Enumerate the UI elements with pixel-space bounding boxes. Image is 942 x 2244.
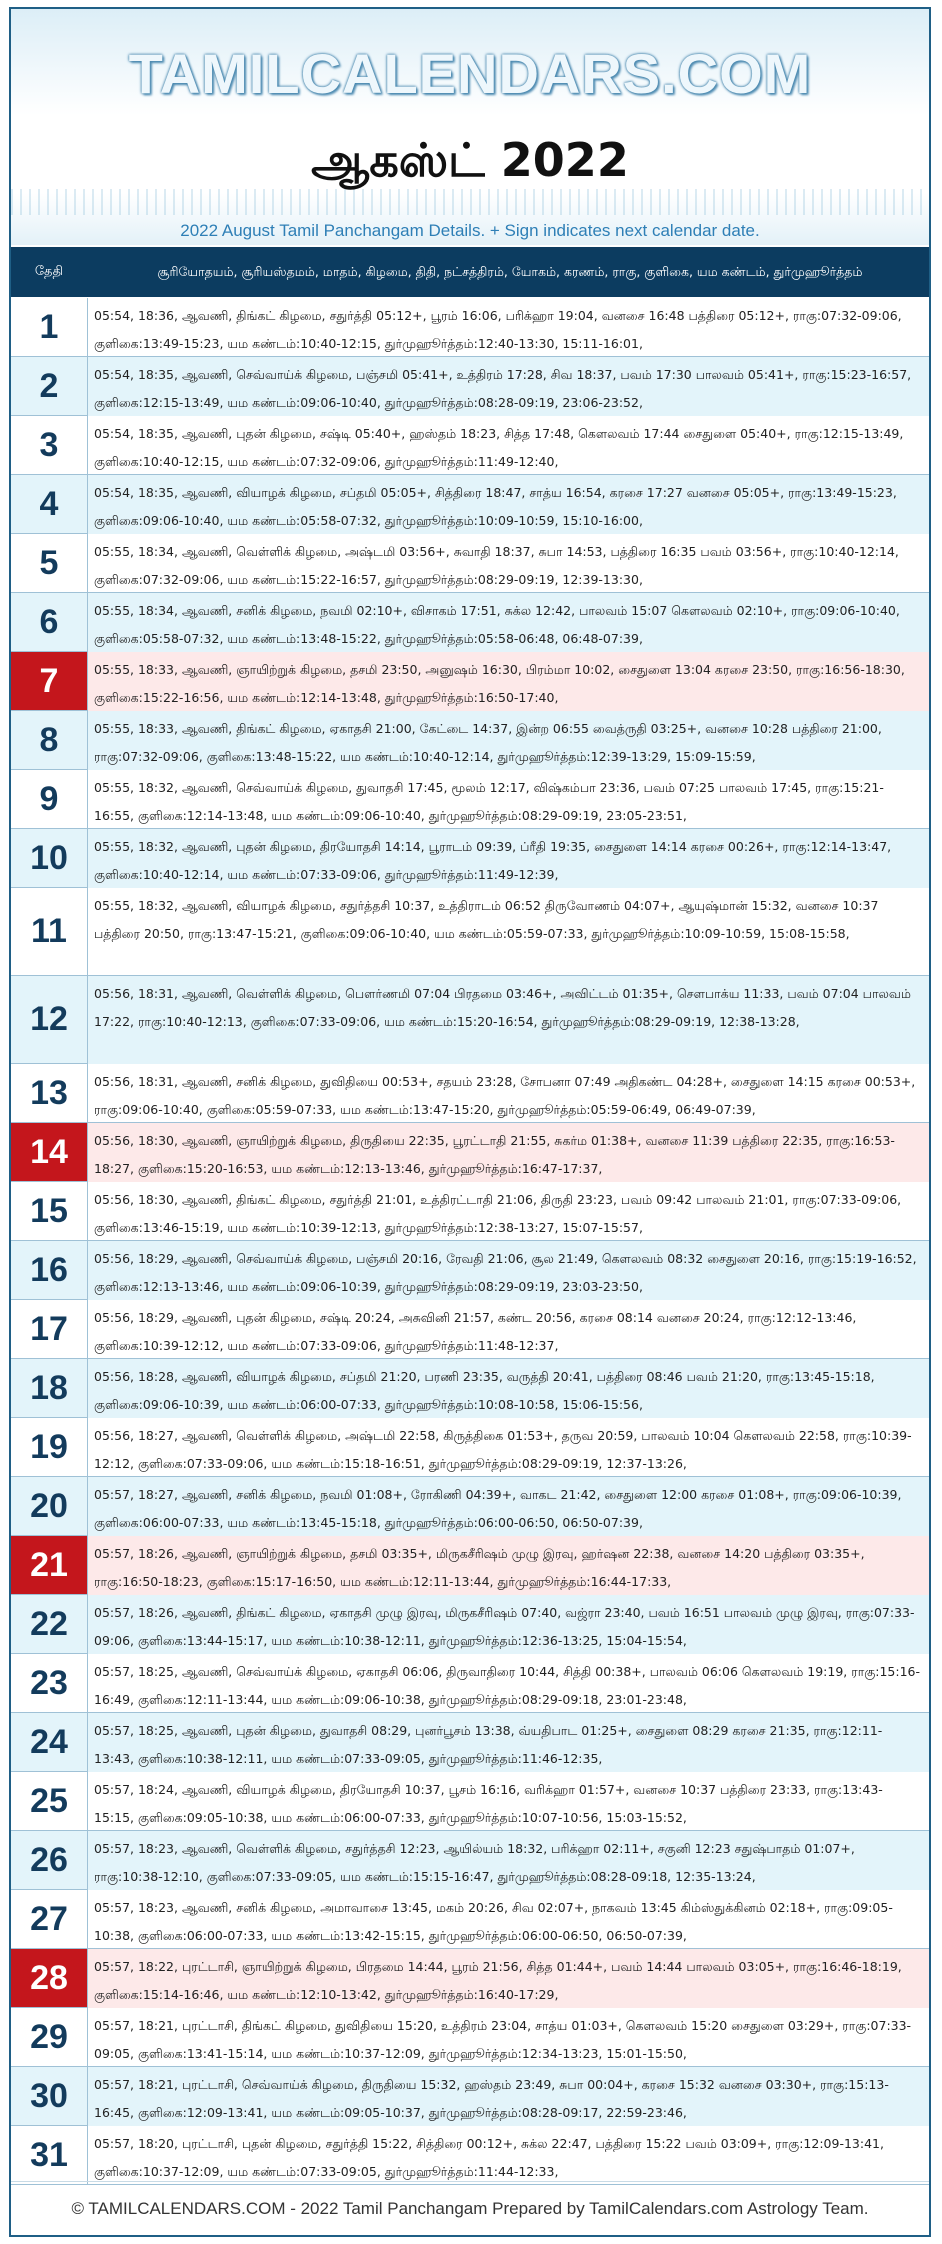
table-row <box>11 534 929 593</box>
table-row <box>11 1477 929 1536</box>
panchangam-details-cell: 05:56, 18:31, ஆவணி, சனிக் கிழமை, துவிதியை 00:53+, சதயம் 23:28, சோபனா 07:49 அதிகண்ட 04:28+, சைதுளை 14:15 கரசை 00:53+, ராகு:09:06-10:40, குளிகை:05:59-07:33, யம கண்டம்:13:47-15:20, துர்முஹூர்த்தம்:05:59-06:49, 06:49-07:39, <box>94 1074 916 1117</box>
table-row <box>11 1536 929 1595</box>
date-cell: 24 <box>11 1713 88 1771</box>
panchangam-details-cell: 05:55, 18:32, ஆவணி, வியாழக் கிழமை, சதுர்த்தசி 10:37, உத்திராடம் 06:52 திருவோணம் 04:07+, ஆயுஷ்மான் 15:32, வனசை 10:37 பத்திரை 20:50, ராகு:13:47-15:21, குளிகை:09:06-10:40, யம கண்டம்:05:59-07:33, துர்முஹூர்த்தம்:10:09-10:59, 15:08-15:58, <box>94 898 879 941</box>
panchangam-details-cell: 05:55, 18:33, ஆவணி, ஞாயிற்றுக் கிழமை, தசமி 23:50, அனுஷம் 16:30, பிரம்மா 10:02, சைதுளை 13:04 கரசை 23:50, ராகு:16:56-18:30, குளிகை:15:22-16:56, யம கண்டம்:12:14-13:48, துர்முஹூர்த்தம்:16:50-17:40, <box>88 652 929 711</box>
date-cell: 13 <box>11 1064 88 1122</box>
table-row <box>11 1595 929 1654</box>
table-row <box>11 298 929 357</box>
month-title: ஆகஸ்ட் 2022 <box>311 133 629 187</box>
date-cell: 18 <box>11 1359 88 1417</box>
panchangam-details-cell: 05:56, 18:28, ஆவணி, வியாழக் கிழமை, சப்தமி 21:20, பரணி 23:35, வருத்தி 20:41, பத்திரை 08:46 பவம் 21:20, ராகு:13:45-15:18, குளிகை:09:06-10:39, யம கண்டம்:06:00-07:33, துர்முஹூர்த்தம்:10:08-10:58, 15:06-15:56, <box>88 1359 929 1418</box>
panchangam-details-cell: 05:57, 18:21, புரட்டாசி, செவ்வாய்க் கிழமை, திருதியை 15:32, ஹஸ்தம் 23:49, சுபா 00:04+, கரசை 15:32 வனசை 03:30+, ராகு:15:13-16:45, குளிகை:12:09-13:41, யம கண்டம்:09:05-10:37, துர்முஹூர்த்தம்:08:28-09:17, 22:59-23:46, <box>88 2067 929 2126</box>
date-cell: 19 <box>11 1418 88 1476</box>
table-row <box>11 357 929 416</box>
table-row <box>11 416 929 475</box>
calendar-frame <box>9 7 931 2237</box>
date-cell: 11 <box>11 888 88 975</box>
table-row <box>11 711 929 770</box>
panchangam-details-cell: 05:57, 18:25, ஆவணி, புதன் கிழமை, துவாதசி 08:29, புனர்பூசம் 13:38, வ்யதிபாட 01:25+, சைதுளை 08:29 கரசை 21:35, ராகு:12:11-13:43, குளிகை:10:38-12:11, யம கண்டம்:07:33-09:05, துர்முஹூர்த்தம்:11:46-12:35, <box>88 1713 929 1772</box>
date-cell: 7 <box>11 652 88 710</box>
date-cell: 4 <box>11 475 88 533</box>
calendar-table-body <box>11 298 929 2185</box>
site-title[interactable]: TAMILCALENDARS.COM <box>128 42 812 105</box>
table-row <box>11 888 929 976</box>
column-header-details: சூரியோதயம், சூரியஸ்தமம், மாதம், கிழமை, திதி, நட்சத்திரம், யோகம், கரணம், ராகு, குளிகை, யம கண்டம், துர்முஹூர்த்தம் <box>157 264 863 279</box>
table-row <box>11 1241 929 1300</box>
table-row <box>11 2126 929 2185</box>
table-row <box>11 1123 929 1182</box>
date-cell: 15 <box>11 1182 88 1240</box>
date-cell: 10 <box>11 829 88 887</box>
table-row <box>11 2008 929 2067</box>
date-cell: 5 <box>11 534 88 592</box>
date-cell: 12 <box>11 976 88 1063</box>
panchangam-details-cell: 05:54, 18:35, ஆவணி, செவ்வாய்க் கிழமை, பஞ்சமி 05:41+, உத்திரம் 17:28, சிவ 18:37, பவம் 17:30 பாலவம் 05:41+, ராகு:15:23-16:57, குளிகை:12:15-13:49, யம கண்டம்:09:06-10:40, துர்முஹூர்த்தம்:08:28-09:19, 23:06-23:52, <box>88 357 929 416</box>
subtitle: 2022 August Tamil Panchangam Details. + Sign indicates next calendar date. <box>180 221 760 240</box>
date-cell: 21 <box>11 1536 88 1594</box>
date-cell: 26 <box>11 1831 88 1889</box>
date-cell: 22 <box>11 1595 88 1653</box>
calendar-header <box>11 9 929 245</box>
table-row <box>11 652 929 711</box>
table-row <box>11 1359 929 1418</box>
date-cell: 14 <box>11 1123 88 1181</box>
date-cell: 6 <box>11 593 88 651</box>
table-row <box>11 1300 929 1359</box>
panchangam-details-cell: 05:54, 18:36, ஆவணி, திங்கட் கிழமை, சதுர்த்தி 05:12+, பூரம் 16:06, பரிக்ஹா 19:04, வனசை 16:48 பத்திரை 05:12+, ராகு:07:32-09:06, குளிகை:13:49-15:23, யம கண்டம்:10:40-12:15, துர்முஹூர்த்தம்:12:40-13:30, 15:11-16:01, <box>94 308 902 351</box>
date-cell: 25 <box>11 1772 88 1830</box>
footer: © TAMILCALENDARS.COM - 2022 Tamil Panchangam Prepared by TamilCalendars.com Astrology Team. <box>11 2181 929 2236</box>
table-row <box>11 1418 929 1477</box>
table-row <box>11 1654 929 1713</box>
date-cell: 3 <box>11 416 88 474</box>
panchangam-details-cell: 05:55, 18:34, ஆவணி, சனிக் கிழமை, நவமி 02:10+, விசாகம் 17:51, சுக்ல 12:42, பாலவம் 15:07 கௌலவம் 02:10+, ராகு:09:06-10:40, குளிகை:05:58-07:32, யம கண்டம்:13:48-15:22, துர்முஹூர்த்தம்:05:58-06:48, 06:48-07:39, <box>88 593 929 652</box>
panchangam-details-cell: 05:57, 18:22, புரட்டாசி, ஞாயிற்றுக் கிழமை, பிரதமை 14:44, பூரம் 21:56, சித்த 01:44+, பவம் 14:44 பாலவம் 03:05+, ராகு:16:46-18:19, குளிகை:15:14-16:46, யம கண்டம்:12:10-13:42, துர்முஹூர்த்தம்:16:40-17:29, <box>88 1949 929 2008</box>
date-cell: 20 <box>11 1477 88 1535</box>
table-row <box>11 2067 929 2126</box>
panchangam-details-cell: 05:57, 18:23, ஆவணி, சனிக் கிழமை, அமாவாசை 13:45, மகம் 20:26, சிவ 02:07+, நாகவம் 13:45 கிம்ஸ்துக்கினம் 02:18+, ராகு:09:05-10:38, குளிகை:06:00-07:33, யம கண்டம்:13:42-15:15, துர்முஹூர்த்தம்:06:00-06:50, 06:50-07:39, <box>94 1900 893 1943</box>
panchangam-details-cell: 05:56, 18:29, ஆவணி, புதன் கிழமை, சஷ்டி 20:24, அசுவினி 21:57, கண்ட 20:56, கரசை 08:14 வனசை 20:24, ராகு:12:12-13:46, குளிகை:10:39-12:12, யம கண்டம்:07:33-09:06, துர்முஹூர்த்தம்:11:48-12:37, <box>94 1310 857 1353</box>
panchangam-details-cell: 05:55, 18:33, ஆவணி, திங்கட் கிழமை, ஏகாதசி 21:00, கேட்டை 14:37, இன்ற 06:55 வைத்ருதி 03:25+, வனசை 10:28 பத்திரை 21:00, ராகு:07:32-09:06, குளிகை:13:48-15:22, யம கண்டம்:10:40-12:14, துர்முஹூர்த்தம்:12:39-13:29, 15:09-15:59, <box>88 711 929 770</box>
date-cell: 27 <box>11 1890 88 1948</box>
column-header-date: தேதி <box>34 264 64 279</box>
table-row <box>11 1182 929 1241</box>
panchangam-details-cell: 05:56, 18:29, ஆவணி, செவ்வாய்க் கிழமை, பஞ்சமி 20:16, ரேவதி 21:06, சூல 21:49, கௌலவம் 08:32 சைதுளை 20:16, ராகு:15:19-16:52, குளிகை:12:13-13:46, யம கண்டம்:09:06-10:39, துர்முஹூர்த்தம்:08:29-09:19, 23:03-23:50, <box>88 1241 929 1300</box>
date-cell: 16 <box>11 1241 88 1299</box>
table-row <box>11 1772 929 1831</box>
table-row <box>11 770 929 829</box>
date-cell: 1 <box>11 298 88 356</box>
date-cell: 17 <box>11 1300 88 1358</box>
table-row <box>11 1831 929 1890</box>
table-header <box>11 247 929 297</box>
panchangam-details-cell: 05:54, 18:35, ஆவணி, வியாழக் கிழமை, சப்தமி 05:05+, சித்திரை 18:47, சாத்ய 16:54, கரசை 17:27 வனசை 05:05+, ராகு:13:49-15:23, குளிகை:09:06-10:40, யம கண்டம்:05:58-07:32, துர்முஹூர்த்தம்:10:09-10:59, 15:10-16:00, <box>88 475 929 534</box>
date-cell: 28 <box>11 1949 88 2007</box>
panchangam-details-cell: 05:57, 18:24, ஆவணி, வியாழக் கிழமை, திரயோதசி 10:37, பூசம் 16:16, வரிக்ஹா 01:57+, வனசை 10:37 பத்திரை 23:33, ராகு:13:43-15:15, குளிகை:09:05-10:38, யம கண்டம்:06:00-07:33, துர்முஹூர்த்தம்:10:07-10:56, 15:03-15:52, <box>94 1782 883 1825</box>
table-row <box>11 1890 929 1949</box>
date-cell: 2 <box>11 357 88 415</box>
panchangam-details-cell: 05:57, 18:21, புரட்டாசி, திங்கட் கிழமை, துவிதியை 15:20, உத்திரம் 23:04, சாத்ய 01:03+, கௌலவம் 15:20 சைதுளை 03:29+, ராகு:07:33-09:05, குளிகை:13:41-15:14, யம கண்டம்:10:37-12:09, துர்முஹூர்த்தம்:12:34-13:23, 15:01-15:50, <box>94 2018 912 2061</box>
panchangam-details-cell: 05:57, 18:26, ஆவணி, ஞாயிற்றுக் கிழமை, தசமி 03:35+, மிருகசீரிஷம் முழு இரவு, ஹர்ஷன 22:38, வனசை 14:20 பத்திரை 03:35+, ராகு:16:50-18:23, குளிகை:15:17-16:50, யம கண்டம்:12:11-13:44, துர்முஹூர்த்தம்:16:44-17:33, <box>88 1536 929 1595</box>
date-cell: 9 <box>11 770 88 828</box>
panchangam-details-cell: 05:56, 18:30, ஆவணி, ஞாயிற்றுக் கிழமை, திருதியை 22:35, பூரட்டாதி 21:55, சுகர்ம 01:38+, வனசை 11:39 பத்திரை 22:35, ராகு:16:53-18:27, குளிகை:15:20-16:53, யம கண்டம்:12:13-13:46, துர்முஹூர்த்தம்:16:47-17:37, <box>88 1123 929 1182</box>
panchangam-details-cell: 05:57, 18:27, ஆவணி, சனிக் கிழமை, நவமி 01:08+, ரோகிணி 04:39+, வாகட 21:42, சைதுளை 12:00 கரசை 01:08+, ராகு:09:06-10:39, குளிகை:06:00-07:33, யம கண்டம்:13:45-15:18, துர்முஹூர்த்தம்:06:00-06:50, 06:50-07:39, <box>88 1477 929 1536</box>
table-row <box>11 475 929 534</box>
table-row <box>11 976 929 1064</box>
panchangam-details-cell: 05:55, 18:34, ஆவணி, வெள்ளிக் கிழமை, அஷ்டமி 03:56+, சுவாதி 18:37, சுபா 14:53, பத்திரை 16:35 பவம் 03:56+, ராகு:10:40-12:14, குளிகை:07:32-09:06, யம கண்டம்:15:22-16:57, துர்முஹூர்த்தம்:08:29-09:19, 12:39-13:30, <box>94 544 899 587</box>
panchangam-details-cell: 05:57, 18:23, ஆவணி, வெள்ளிக் கிழமை, சதுர்த்தசி 12:23, ஆயில்யம் 18:32, பரிக்ஹா 02:11+, சகுனி 12:23 சதுஷ்பாதம் 01:07+, ராகு:10:38-12:10, குளிகை:07:33-09:05, யம கண்டம்:15:15-16:47, துர்முஹூர்த்தம்:08:28-09:18, 12:35-13:24, <box>88 1831 929 1890</box>
date-cell: 31 <box>11 2126 88 2184</box>
table-row <box>11 1949 929 2008</box>
table-row <box>11 829 929 888</box>
panchangam-details-cell: 05:56, 18:27, ஆவணி, வெள்ளிக் கிழமை, அஷ்டமி 22:58, கிருத்திகை 01:53+, தருவ 20:59, பாலவம் 10:04 கௌலவம் 22:58, ராகு:10:39-12:12, குளிகை:07:33-09:06, யம கண்டம்:15:18-16:51, துர்முஹூர்த்தம்:08:29-09:19, 12:37-13:26, <box>94 1428 912 1471</box>
panchangam-details-cell: 05:56, 18:30, ஆவணி, திங்கட் கிழமை, சதுர்த்தி 21:01, உத்திரட்டாதி 21:06, திருதி 23:23, பவம் 09:42 பாலவம் 21:01, ராகு:07:33-09:06, குளிகை:13:46-15:19, யம கண்டம்:10:39-12:13, துர்முஹூர்த்தம்:12:38-13:27, 15:07-15:57, <box>94 1192 902 1235</box>
panchangam-details-cell: 05:57, 18:25, ஆவணி, செவ்வாய்க் கிழமை, ஏகாதசி 06:06, திருவாதிரை 10:44, சித்தி 00:38+, பாலவம் 06:06 கௌலவம் 19:19, ராகு:15:16-16:49, குளிகை:12:11-13:44, யம கண்டம்:09:06-10:38, துர்முஹூர்த்தம்:08:29-09:18, 23:01-23:48, <box>94 1664 921 1707</box>
date-cell: 23 <box>11 1654 88 1712</box>
panchangam-details-cell: 05:57, 18:20, புரட்டாசி, புதன் கிழமை, சதுர்த்தி 15:22, சித்திரை 00:12+, சுக்ல 22:47, பத்திரை 15:22 பவம் 03:09+, ராகு:12:09-13:41, குளிகை:10:37-12:09, யம கண்டம்:07:33-09:05, துர்முஹூர்த்தம்:11:44-12:33, <box>94 2136 884 2179</box>
table-row <box>11 593 929 652</box>
table-row <box>11 1064 929 1123</box>
panchangam-details-cell: 05:56, 18:31, ஆவணி, வெள்ளிக் கிழமை, பௌர்ணமி 07:04 பிரதமை 03:46+, அவிட்டம் 01:35+, சௌபாக்ய 11:33, பவம் 07:04 பாலவம் 17:22, ராகு:10:40-12:13, குளிகை:07:33-09:06, யம கண்டம்:15:20-16:54, துர்முஹூர்த்தம்:08:29-09:19, 12:38-13:28, <box>88 976 929 1064</box>
table-row <box>11 1713 929 1772</box>
panchangam-details-cell: 05:54, 18:35, ஆவணி, புதன் கிழமை, சஷ்டி 05:40+, ஹஸ்தம் 18:23, சித்த 17:48, கௌலவம் 17:44 சைதுளை 05:40+, ராகு:12:15-13:49, குளிகை:10:40-12:15, யம கண்டம்:07:32-09:06, துர்முஹூர்த்தம்:11:49-12:40, <box>94 426 904 469</box>
panchangam-details-cell: 05:55, 18:32, ஆவணி, புதன் கிழமை, திரயோதசி 14:14, பூராடம் 09:39, ப்ரீதி 19:35, சைதுளை 14:14 கரசை 00:26+, ராகு:12:14-13:47, குளிகை:10:40-12:14, யம கண்டம்:07:33-09:06, துர்முஹூர்த்தம்:11:49-12:39, <box>88 829 929 888</box>
panchangam-details-cell: 05:55, 18:32, ஆவணி, செவ்வாய்க் கிழமை, துவாதசி 17:45, மூலம் 12:17, விஷ்கம்பா 23:36, பவம் 07:25 பாலவம் 17:45, ராகு:15:21-16:55, குளிகை:12:14-13:48, யம கண்டம்:09:06-10:40, துர்முஹூர்த்தம்:08:29-09:19, 23:05-23:51, <box>94 780 884 823</box>
panchangam-details-cell: 05:57, 18:26, ஆவணி, திங்கட் கிழமை, ஏகாதசி முழு இரவு, மிருகசீரிஷம் 07:40, வஜ்ரா 23:40, பவம் 16:51 பாலவம் முழு இரவு, ராகு:07:33-09:06, குளிகை:13:44-15:17, யம கண்டம்:10:38-12:11, துர்முஹூர்த்தம்:12:36-13:25, 15:04-15:54, <box>88 1595 929 1654</box>
date-cell: 29 <box>11 2008 88 2066</box>
date-cell: 8 <box>11 711 88 769</box>
date-cell: 30 <box>11 2067 88 2125</box>
